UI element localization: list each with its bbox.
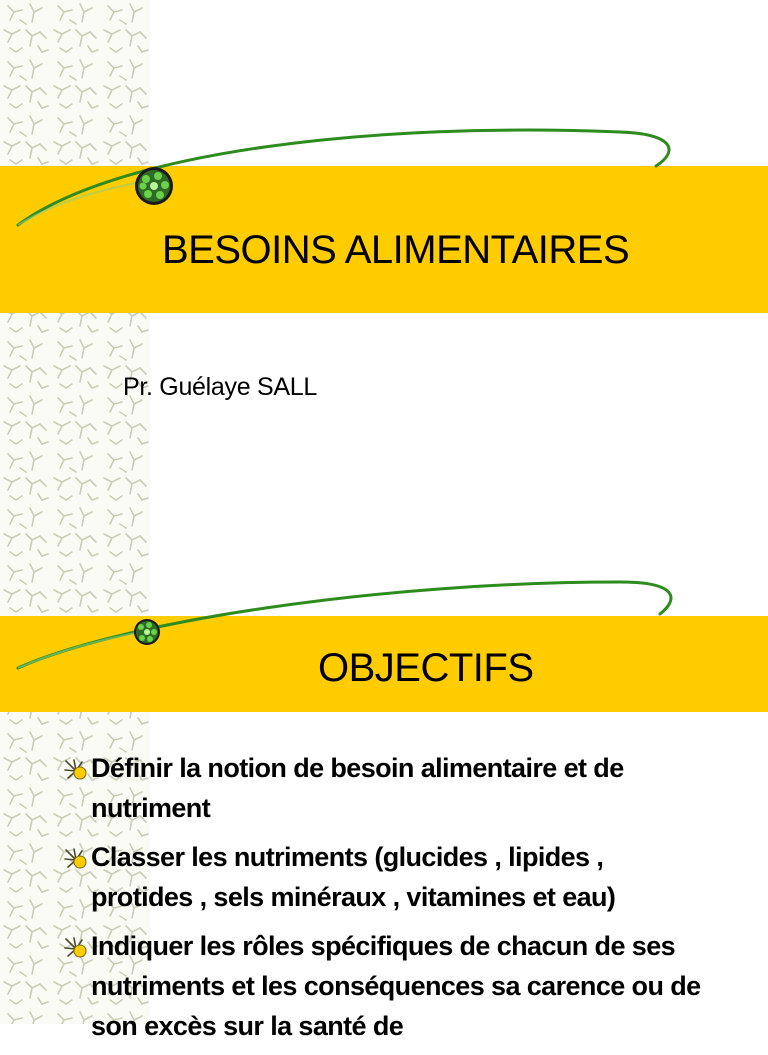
objective-text: Indiquer les rôles spécifiques de chacun de ses nutriments et les conséquences sa carence ou de son excès sur la santé de (91, 931, 701, 1041)
objective-text: Définir la notion de besoin alimentaire et de nutriment (91, 753, 624, 823)
slide-title: BESOINS ALIMENTAIRES (162, 228, 630, 272)
presenter-name: Pr. Guélaye SALL (123, 373, 317, 401)
green-beaded-ball-icon (134, 619, 160, 645)
slide-title: OBJECTIFS (318, 646, 534, 690)
list-item (62, 926, 702, 1046)
green-beaded-ball-icon (135, 167, 173, 205)
list-item (62, 748, 702, 828)
starburst-bullet-icon (62, 758, 90, 782)
objective-text: Classer les nutriments (glucides , lipides , protides , sels minéraux , vitamines et eau) (91, 842, 616, 912)
starburst-bullet-icon (62, 936, 90, 960)
list-item (62, 837, 702, 917)
objectives-list (62, 748, 702, 1055)
starburst-bullet-icon (62, 847, 90, 871)
objectives-slide (0, 560, 768, 1041)
